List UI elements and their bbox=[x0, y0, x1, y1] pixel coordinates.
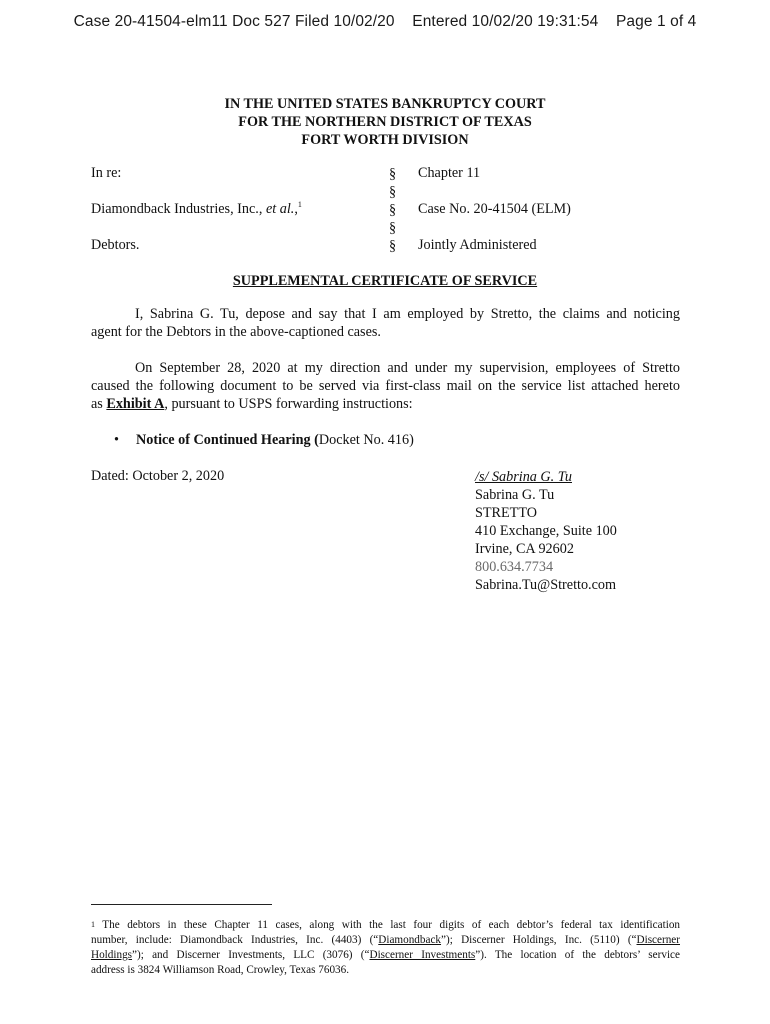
defined-term: Discerner Investments bbox=[369, 949, 476, 961]
court-line-1: IN THE UNITED STATES BANKRUPTCY COURT bbox=[224, 96, 546, 112]
bullet-text: Docket No. 416) bbox=[318, 432, 414, 448]
paragraph-line bbox=[91, 395, 680, 413]
case-number: Case No. 20-41504 (ELM) bbox=[418, 201, 571, 217]
signer-address-1: 410 Exchange, Suite 100 bbox=[475, 523, 617, 539]
section-symbol: § bbox=[389, 202, 397, 218]
document-title: SUPPLEMENTAL CERTIFICATE OF SERVICE bbox=[232, 273, 538, 289]
debtor-name-text: Diamondback Industries, Inc., bbox=[91, 201, 266, 217]
text-fragment: , pursuant to USPS forwarding instructions: bbox=[164, 396, 413, 412]
footnote-line bbox=[91, 933, 680, 948]
footnote-ref: 1 bbox=[297, 200, 302, 209]
debtors-label: Debtors. bbox=[91, 237, 140, 253]
signature-block bbox=[475, 468, 617, 594]
entered-info: Entered 10/02/20 19:31:54 bbox=[412, 13, 599, 30]
ecf-header bbox=[0, 13, 770, 31]
signer-phone: 800.634.7734 bbox=[475, 559, 554, 575]
text-fragment: number, include: Diamondback Industries, Inc. (4403) (“ bbox=[91, 934, 379, 946]
paragraph-line: On September 28, 2020 at my direction and under my supervision, employees of Stretto bbox=[135, 360, 680, 376]
paragraph-line: I, Sabrina G. Tu, depose and say that I am employed by Stretto, the claims and noticing bbox=[135, 306, 680, 322]
chapter-label: Chapter 11 bbox=[418, 165, 481, 181]
defined-term: Discerner bbox=[636, 934, 680, 946]
e-signature: /s/ Sabrina G. Tu bbox=[475, 469, 572, 485]
section-symbol: § bbox=[389, 238, 397, 254]
signer-address-2: Irvine, CA 92602 bbox=[475, 541, 574, 557]
defined-term: Diamondback bbox=[378, 934, 442, 946]
in-re-label: In re: bbox=[91, 165, 122, 181]
section-symbol: § bbox=[389, 184, 397, 200]
jointly-administered: Jointly Administered bbox=[418, 237, 537, 253]
footnote-line bbox=[91, 918, 680, 933]
bullet-icon: • bbox=[114, 432, 119, 448]
text-fragment: ”); and Discerner Investments, LLC (3076) (“ bbox=[132, 949, 370, 961]
section-symbol: § bbox=[389, 166, 397, 182]
court-heading bbox=[0, 95, 770, 149]
exhibit-a-reference: Exhibit A bbox=[106, 396, 165, 412]
text-fragment: The debtors in these Chapter 11 cases, along with the last four digits of each debtor’s federal tax identification bbox=[95, 919, 680, 931]
defined-term: Holdings bbox=[91, 949, 133, 961]
paragraph-line: caused the following document to be served via first-class mail on the service list attached hereto bbox=[91, 378, 680, 394]
text-fragment: ”). The location of the debtors’ service bbox=[475, 949, 680, 961]
paragraph-line: agent for the Debtors in the above-captioned cases. bbox=[91, 324, 381, 340]
section-symbol: § bbox=[389, 220, 397, 236]
debtor-name: Diamondback Industries, Inc., et al.,$^1$ bbox=[91, 200, 302, 217]
bullet-bold-text: Notice of Continued Hearing ( bbox=[136, 432, 319, 448]
text-fragment: as bbox=[91, 396, 107, 412]
paragraph-2 bbox=[91, 359, 680, 413]
footnote-separator bbox=[91, 904, 272, 905]
page-number: Page 1 of 4 bbox=[615, 13, 697, 30]
dated-line: Dated: October 2, 2020 bbox=[91, 468, 225, 484]
footnote-line bbox=[91, 948, 680, 963]
case-filing-info: Case 20-41504-elm11 Doc 527 Filed 10/02/20 bbox=[73, 13, 395, 30]
signer-name: Sabrina G. Tu bbox=[475, 487, 555, 503]
signer-company: STRETTO bbox=[475, 505, 538, 521]
footnote-mark: 1 bbox=[91, 920, 95, 929]
signer-email: Sabrina.Tu@Stretto.com bbox=[475, 577, 617, 593]
footnote bbox=[91, 918, 680, 978]
bullet-item bbox=[114, 432, 414, 449]
paragraph-1 bbox=[91, 305, 680, 341]
footnote-line: address is 3824 Williamson Road, Crowley, Texas 76036. bbox=[91, 964, 350, 976]
court-line-2: FOR THE NORTHERN DISTRICT OF TEXAS bbox=[238, 114, 532, 130]
text-fragment: ”); Discerner Holdings, Inc. (5110) (“ bbox=[441, 934, 637, 946]
et-al: et al. bbox=[265, 201, 295, 217]
court-line-3: FORT WORTH DIVISION bbox=[301, 132, 469, 148]
